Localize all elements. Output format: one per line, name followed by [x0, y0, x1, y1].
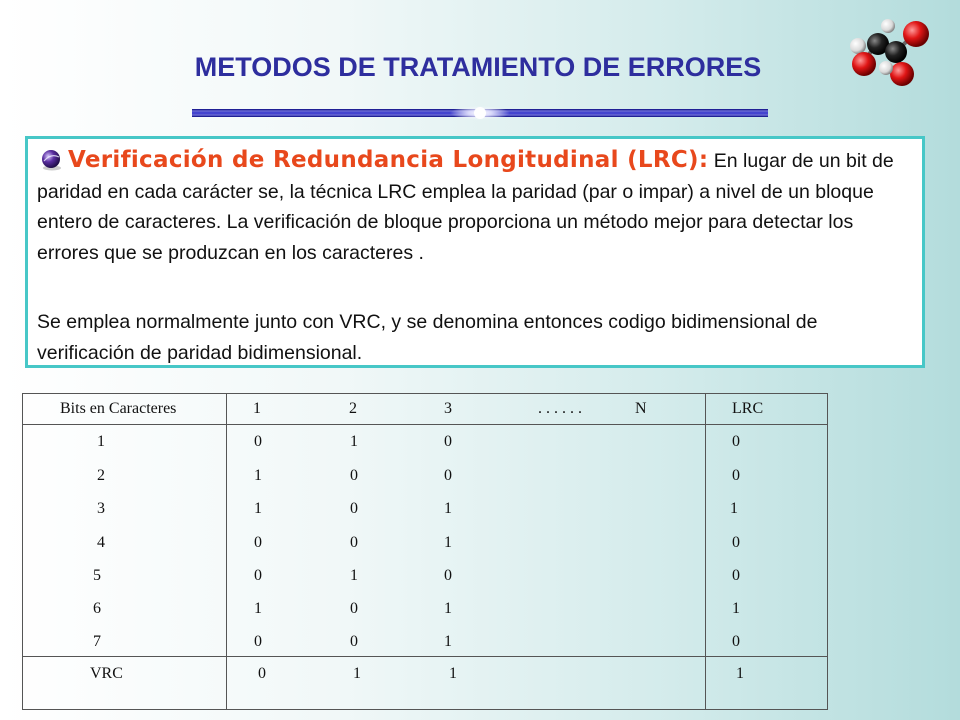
row-3-c3: 1: [444, 500, 452, 517]
row-7-lrc: 0: [732, 633, 740, 650]
row-1-lrc: 0: [732, 433, 740, 450]
header-col-1: 1: [253, 400, 261, 417]
molecule-icon: [842, 12, 938, 96]
row-5-bit: 5: [93, 567, 101, 584]
row-4-lrc: 0: [732, 534, 740, 551]
vrc-label: VRC: [90, 665, 123, 682]
row-4-c3: 1: [444, 534, 452, 551]
row-7-bit: 7: [93, 633, 101, 650]
glowing-divider: [192, 106, 768, 120]
header-dots: . . . . . .: [538, 400, 582, 417]
row-3-c2: 0: [350, 500, 358, 517]
row-6-c2: 0: [350, 600, 358, 617]
row-7-c2: 0: [350, 633, 358, 650]
row-2-c2: 0: [350, 467, 358, 484]
row-2-bit: 2: [97, 467, 105, 484]
row-5-c3: 0: [444, 567, 452, 584]
definition-box: [25, 136, 925, 368]
row-6-lrc: 1: [732, 600, 740, 617]
row-5-c1: 0: [254, 567, 262, 584]
row-1-c1: 0: [254, 433, 262, 450]
lrc-paragraph: [37, 145, 917, 268]
row-5-c2: 1: [350, 567, 358, 584]
table-vrc-line: [22, 656, 828, 657]
header-row-label: Bits en Caracteres: [60, 400, 177, 417]
vrc-c3: 1: [449, 665, 457, 682]
vrc-lrc: 1: [736, 665, 744, 682]
row-4-bit: 4: [97, 534, 105, 551]
row-3-lrc: 1: [730, 500, 738, 517]
row-3-c1: 1: [254, 500, 262, 517]
row-3-bit: 3: [97, 500, 105, 517]
row-7-c1: 0: [254, 633, 262, 650]
header-lrc: LRC: [732, 400, 764, 417]
table-divider-right: [705, 393, 706, 710]
vrc-c2: 1: [353, 665, 361, 682]
row-4-c2: 0: [350, 534, 358, 551]
header-col-n: N: [635, 400, 647, 417]
lrc-table: [22, 393, 828, 710]
table-divider-left: [226, 393, 227, 710]
header-col-3: 3: [444, 400, 452, 417]
vrc-combination-paragraph: Se emplea normalmente junto con VRC, y se denomina entonces codigo bidimensional de verificación de paridad bidimensional.: [37, 311, 818, 364]
lrc-heading: Verificación de Redundancia Longitudinal (LRC):: [68, 147, 709, 173]
row-6-c1: 1: [254, 600, 262, 617]
sphere-bullet-icon: [40, 149, 64, 171]
row-2-c3: 0: [444, 467, 452, 484]
row-4-c1: 0: [254, 534, 262, 551]
row-6-bit: 6: [93, 600, 101, 617]
header-col-2: 2: [349, 400, 357, 417]
vrc-c1: 0: [258, 665, 266, 682]
row-1-c3: 0: [444, 433, 452, 450]
row-2-lrc: 0: [732, 467, 740, 484]
row-7-c3: 1: [444, 633, 452, 650]
row-6-c3: 1: [444, 600, 452, 617]
table-header-line: [22, 424, 828, 425]
row-5-lrc: 0: [732, 567, 740, 584]
slide-title-text: METODOS DE TRATAMIENTO DE ERRORES: [194, 52, 762, 82]
lrc-description: En lugar de un bit de paridad en cada carácter se, la técnica LRC emplea la paridad (par o impar) a nivel de un bloque entero de caracteres. La verificación de bloque proporciona un método mejor para detectar los errores que se produzcan en los caracteres .: [37, 150, 894, 264]
row-1-bit: 1: [97, 433, 105, 450]
row-2-c1: 1: [254, 467, 262, 484]
row-1-c2: 1: [350, 433, 358, 450]
slide-title: [0, 52, 960, 83]
